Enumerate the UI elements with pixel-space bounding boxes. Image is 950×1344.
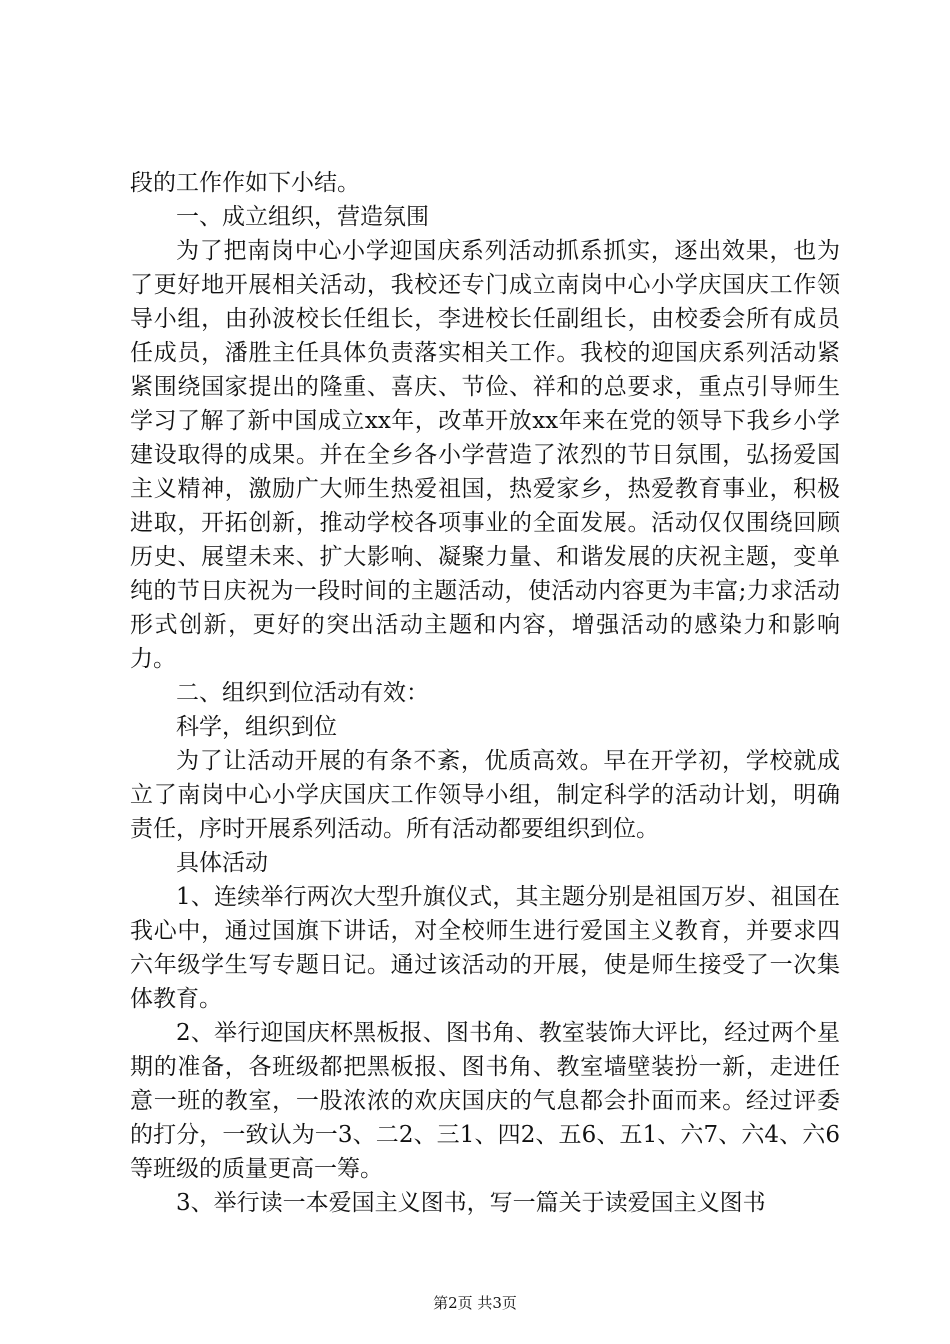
document-body <box>130 166 840 1220</box>
activity-item-2: 2、举行迎国庆杯黑板报、图书角、教室装饰大评比，经过两个星期的准备，各班级都把黑板报、图书角、教室墙壁装扮一新，走进任意一班的教室，一股浓浓的欢庆国庆的气息都会扑面而来。经过评委的打分，一致认为一3、二2、三1、四2、五6、五1、六7、六4、六6等班级的质量更高一筹。 <box>130 1020 840 1182</box>
paragraph-1: 段的工作作如下小结。 <box>130 170 360 196</box>
subheading-science: 科学，组织到位 <box>176 714 337 740</box>
subheading-activities: 具体活动 <box>176 850 268 876</box>
section-heading-2: 二、组织到位活动有效： <box>176 680 429 706</box>
paragraph-2: 为了把南岗中心小学迎国庆系列活动抓系抓实，逐出效果，也为了更好地开展相关活动，我校还专门成立南岗中心小学庆国庆工作领导小组，由孙波校长任组长，李进校长任副组长，由校委会所有成员任成员，潘胜主任具体负责落实相关工作。我校的迎国庆系列活动紧紧围绕国家提出的隆重、喜庆、节俭、祥和的总要求，重点引导师生学习了解了新中国成立xx年，改革开放xx年来在党的领导下我乡小学建设取得的成果。并在全乡各小学营造了浓烈的节日氛围，弘扬爱国主义精神，激励广大师生热爱祖国，热爱家乡，热爱教育事业，积极进取，开拓创新，推动学校各项事业的全面发展。活动仅仅围绕回顾历史、展望未来、扩大影响、凝聚力量、和谐发展的庆祝主题，变单纯的节日庆祝为一段时间的主题活动，使活动内容更为丰富;力求活动形式创新，更好的突出活动主题和内容，增强活动的感染力和影响力。 <box>130 238 840 672</box>
page-footer: 第2页 共3页 <box>433 1294 517 1312</box>
activity-item-1: 1、连续举行两次大型升旗仪式，其主题分别是祖国万岁、祖国在我心中，通过国旗下讲话，对全校师生进行爱国主义教育，并要求四六年级学生写专题日记。通过该活动的开展，使是师生接受了一次集体教育。 <box>130 884 840 1012</box>
paragraph-3: 为了让活动开展的有条不紊，优质高效。早在开学初，学校就成立了南岗中心小学庆国庆工作领导小组，制定科学的活动计划，明确责任，序时开展系列活动。所有活动都要组织到位。 <box>130 748 840 842</box>
activity-item-3: 3、举行读一本爱国主义图书，写一篇关于读爱国主义图书 <box>176 1190 766 1216</box>
section-heading-1: 一、成立组织，营造氛围 <box>176 204 429 230</box>
